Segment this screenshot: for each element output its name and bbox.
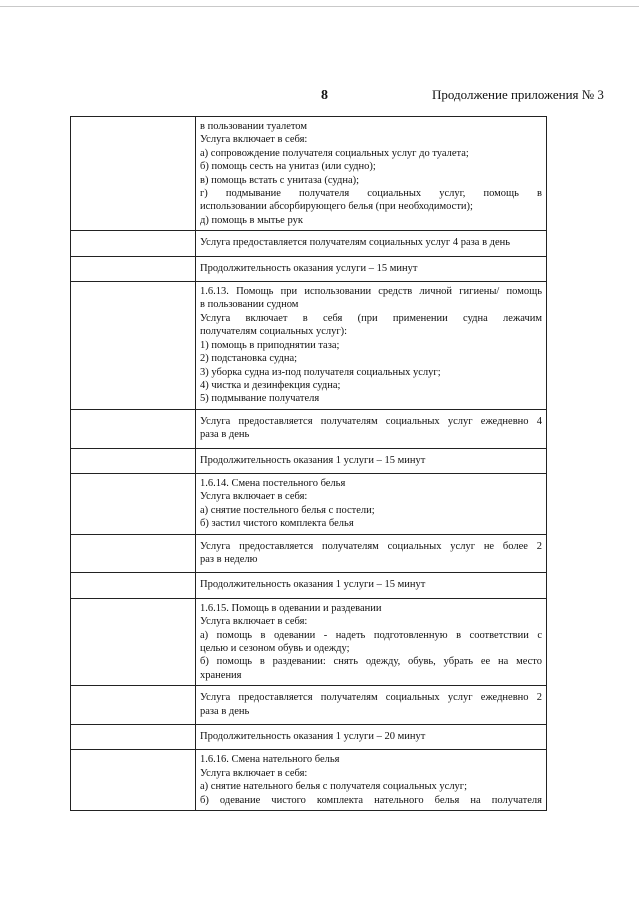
- cell-text: [196, 535, 546, 573]
- cell-text: [196, 725, 546, 749]
- cell-text: [196, 117, 546, 230]
- service-description-cell: [196, 686, 547, 725]
- service-description-cell: [196, 750, 547, 811]
- empty-left-cell: [71, 256, 196, 281]
- cell-text: [196, 449, 546, 473]
- cell-text: [196, 282, 546, 409]
- text-line: а) сопровождение получателя социальных услуг до туалета;: [200, 147, 469, 159]
- service-description-cell: [196, 473, 547, 534]
- text-line: 1.6.15. Помощь в одевании и раздевании: [200, 602, 382, 614]
- empty-left-cell: [71, 282, 196, 410]
- service-description-cell: [196, 534, 547, 573]
- empty-left-cell: [71, 686, 196, 725]
- cell-text: [196, 750, 546, 810]
- cell-text: [196, 599, 546, 685]
- empty-left-cell: [71, 750, 196, 811]
- table-row: [71, 573, 547, 598]
- text-line: Услуга включает в себя:: [200, 134, 308, 146]
- empty-left-cell: [71, 598, 196, 685]
- table-row: [71, 282, 547, 410]
- text-line: раза в день: [200, 429, 250, 441]
- text-line: целью и сезоном обувь и одежду;: [200, 643, 350, 654]
- service-description-cell: [196, 573, 547, 598]
- empty-left-cell: [71, 117, 196, 231]
- text-line: а) помощь в одевании - надеть подготовленную в соответствии с: [200, 629, 542, 641]
- cell-text: [196, 573, 546, 597]
- table-row: [71, 725, 547, 750]
- text-line: б) помощь в раздевании: снять одежду, обувь, убрать ее на место: [200, 656, 542, 668]
- table-row: [71, 686, 547, 725]
- text-line: раз в неделю: [200, 553, 258, 565]
- text-line: в пользовании туалетом: [200, 121, 307, 132]
- cell-text: [196, 231, 546, 255]
- text-line: б) застил чистого комплекта белья: [200, 518, 354, 530]
- scan-artifact-line: [0, 6, 639, 7]
- text-line: б) помощь сесть на унитаз (или судно);: [200, 161, 376, 173]
- empty-left-cell: [71, 448, 196, 473]
- table-row: [71, 750, 547, 811]
- text-line: Услуга предоставляется получателям социальных услуг не более 2: [200, 540, 542, 552]
- cell-text: [196, 410, 546, 448]
- text-line: в) помощь встать с унитаза (судна);: [200, 174, 360, 186]
- service-description-cell: [196, 448, 547, 473]
- service-description-cell: [196, 409, 547, 448]
- service-description-cell: [196, 725, 547, 750]
- empty-left-cell: [71, 473, 196, 534]
- text-line: Услуга включает в себя (при применении судна лежачим: [200, 312, 542, 324]
- text-line: Услуга включает в себя:: [200, 767, 308, 779]
- text-line: 3) уборка судна из-под получателя социальных услуг;: [200, 366, 441, 378]
- cell-text: [196, 686, 546, 724]
- text-line: Продолжительность оказания услуги – 15 минут: [200, 262, 418, 274]
- table-row: [71, 117, 547, 231]
- text-line: получателям социальных услуг):: [200, 326, 348, 338]
- table-row: [71, 409, 547, 448]
- cell-text: [196, 257, 546, 281]
- text-line: Услуга предоставляется получателям социальных услуг ежедневно 4: [200, 415, 542, 427]
- text-line: 1.6.16. Смена нательного белья: [200, 754, 340, 766]
- table-row: [71, 448, 547, 473]
- page-number: 8: [321, 88, 328, 103]
- text-line: Продолжительность оказания 1 услуги – 15 минут: [200, 579, 426, 591]
- text-line: использовании абсорбирующего белья (при необходимости);: [200, 201, 473, 213]
- cell-text: [196, 474, 546, 534]
- text-line: Услуга предоставляется получателям социальных услуг 4 раза в день: [200, 237, 511, 249]
- services-table: [70, 116, 547, 811]
- empty-left-cell: [71, 409, 196, 448]
- text-line: а) снятие постельного белья с постели;: [200, 504, 375, 516]
- text-line: Продолжительность оказания 1 услуги – 15 минут: [200, 454, 426, 466]
- service-description-cell: [196, 231, 547, 256]
- text-line: г) подмывание получателя социальных услуг, помощь в: [200, 188, 542, 200]
- empty-left-cell: [71, 231, 196, 256]
- text-line: хранения: [200, 669, 242, 681]
- empty-left-cell: [71, 725, 196, 750]
- text-line: 2) подстановка судна;: [200, 353, 298, 365]
- table-row: [71, 534, 547, 573]
- table-row: [71, 231, 547, 256]
- text-line: б) одевание чистого комплекта нательного белья на получателя: [200, 794, 542, 806]
- text-line: 5) подмывание получателя: [200, 393, 320, 405]
- table-row: [71, 473, 547, 534]
- text-line: Продолжительность оказания 1 услуги – 20 минут: [200, 731, 426, 743]
- text-line: раза в день: [200, 705, 250, 717]
- text-line: 4) чистка и дезинфекция судна;: [200, 379, 341, 391]
- text-line: Услуга включает в себя:: [200, 616, 308, 628]
- service-description-cell: [196, 117, 547, 231]
- text-line: в пользовании судном: [200, 299, 299, 311]
- text-line: Услуга включает в себя:: [200, 491, 308, 503]
- text-line: 1.6.14. Смена постельного белья: [200, 477, 346, 489]
- text-line: Услуга предоставляется получателям социальных услуг ежедневно 2: [200, 692, 542, 704]
- service-description-cell: [196, 256, 547, 281]
- empty-left-cell: [71, 534, 196, 573]
- text-line: а) снятие нательного белья с получателя социальных услуг;: [200, 781, 468, 793]
- table-row: [71, 256, 547, 281]
- text-line: 1) помощь в приподнятии таза;: [200, 339, 340, 351]
- text-line: 1.6.13. Помощь при использовании средств личной гигиены/ помощь: [200, 286, 542, 298]
- appendix-continuation-note: Продолжение приложения № 3: [432, 87, 604, 102]
- table-row: [71, 598, 547, 685]
- service-description-cell: [196, 282, 547, 410]
- services-table-body: [71, 117, 547, 811]
- empty-left-cell: [71, 573, 196, 598]
- service-description-cell: [196, 598, 547, 685]
- text-line: д) помощь в мытье рук: [200, 214, 303, 226]
